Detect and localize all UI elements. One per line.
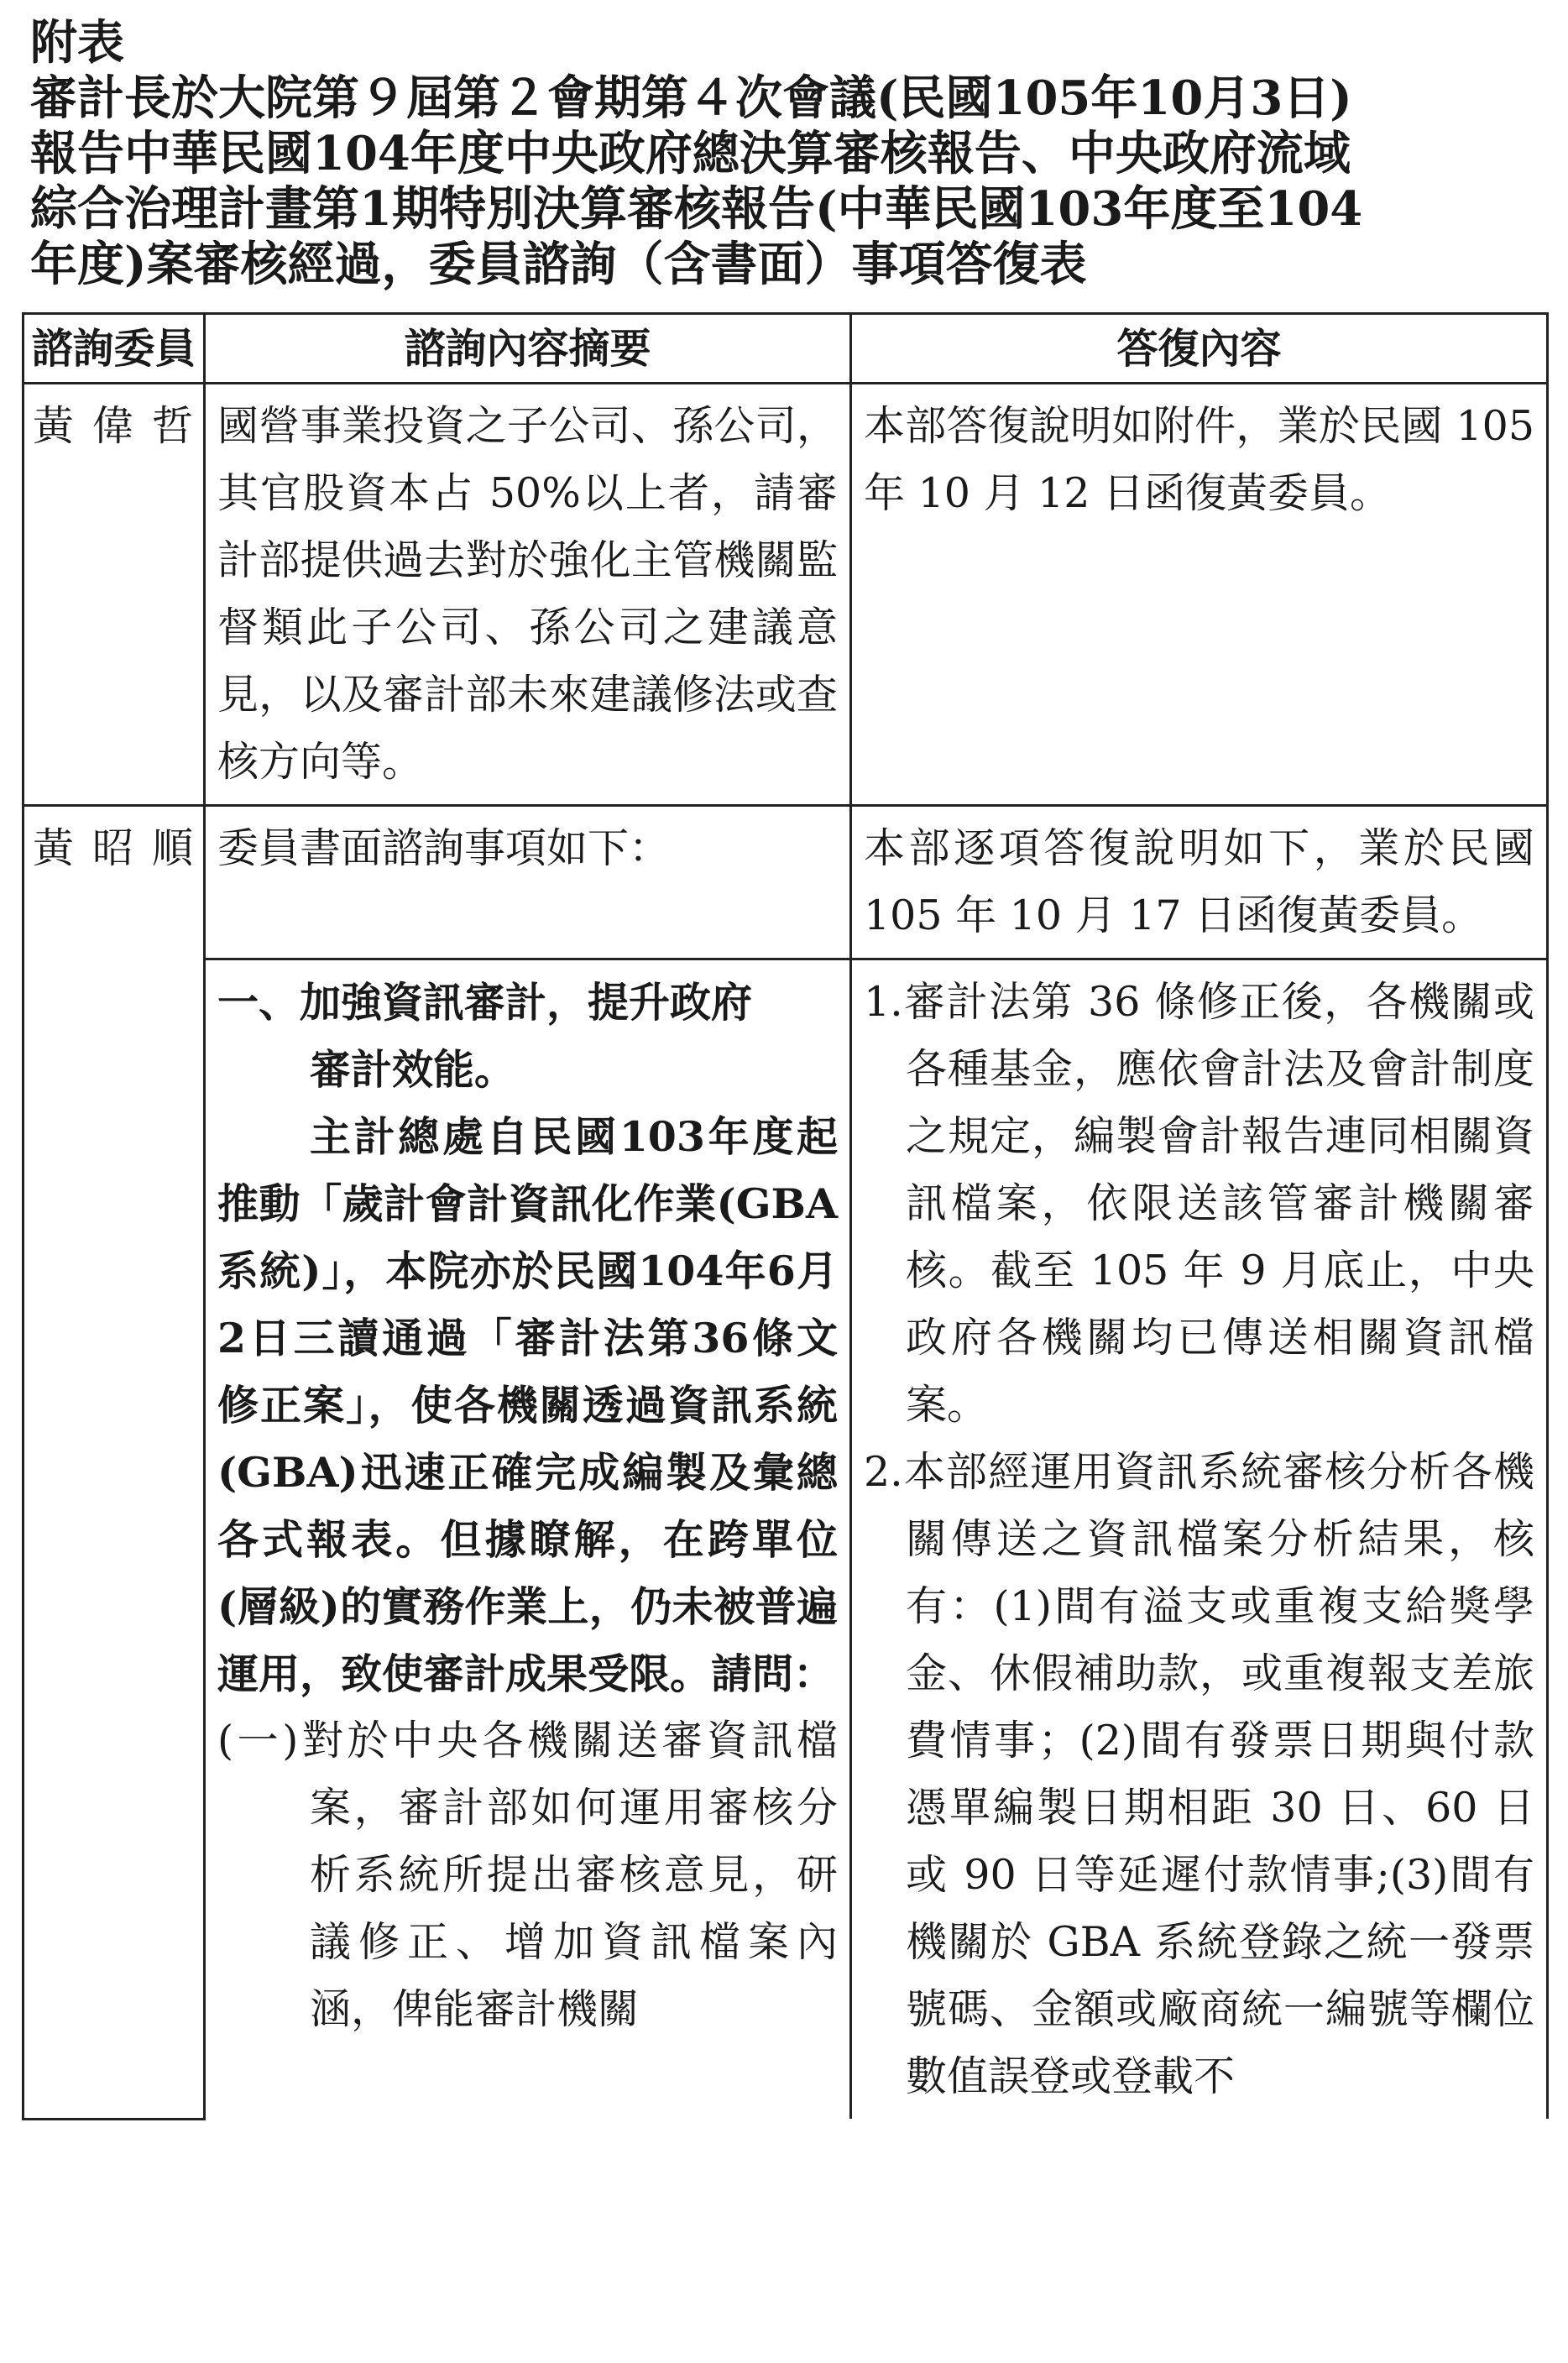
question-item-title-cont: 審計效能。 [310, 1045, 516, 1094]
table-row-detail [24, 959, 1548, 2120]
column-header-question: 諮詢內容摘要 [205, 314, 851, 384]
title-line-3: 綜合治理計畫第1期特別決算審核報告(中華民國103年度至104 [30, 181, 1363, 237]
answer-detail-cell [851, 959, 1548, 2120]
question-detail-cell [205, 959, 851, 2120]
column-header-answer: 答復內容 [851, 314, 1548, 384]
member-name: 黃昭順 [24, 806, 205, 2120]
title-line-4: 年度)案審核經過，委員諮詢（含書面）事項答復表 [30, 237, 1087, 292]
question-summary: 委員書面諮詢事項如下： [205, 806, 851, 959]
document-heading [30, 15, 1541, 292]
table-row [24, 806, 1548, 959]
reply-content: 本部逐項答復說明如下，業於民國 105 年 10 月 17 日函復黃委員。 [851, 806, 1548, 959]
question-item-title: 一、加強資訊審計，提升政府 [217, 978, 753, 1027]
title-line-2: 報告中華民國104年度中央政府總決算審核報告、中央政府流域 [30, 126, 1351, 181]
answer-item-1: 1.審計法第 36 條修正後，各機關或各種基金，應依會計法及會計制度之規定，編製會計報告連同相關資訊檔案，依限送該管審計機關審核。截至 105 年 9 月底止，中央政府各機關均已傳送相關資訊檔案。 [864, 978, 1534, 1429]
table-row [24, 384, 1548, 806]
answer-item-2: 2.本部經運用資訊系統審核分析各機關傳送之資訊檔案分析結果，核有：(1)間有溢支或重複支給獎學金、休假補助款，或重複報支差旅費情事；(2)間有發票日期與付款憑單編製日期相距 30 日、60 日或 90 日等延遲付款情事;(3)間有機關於 GBA 系統登錄之統一發票號碼、金額或廠商統一編號等欄位數值誤登或登載不 [864, 1448, 1534, 2100]
attachment-label: 附表 [30, 15, 124, 71]
inquiry-reply-table [22, 312, 1549, 2120]
title-line-1: 審計長於大院第９屆第２會期第４次會議(民國105年10月3日) [30, 71, 1352, 126]
reply-content: 本部答復說明如附件，業於民國 105 年 10 月 12 日函復黃委員。 [851, 384, 1548, 806]
member-name: 黃偉哲 [24, 384, 205, 806]
column-header-member: 諮詢委員 [24, 314, 205, 384]
question-subitem-1: (一)對於中央各機關送審資訊檔案，審計部如何運用審核分析系統所提出審核意見，研議修正、增加資訊檔案內涵，俾能審計機關 [217, 1717, 838, 2033]
question-summary: 國營事業投資之子公司、孫公司，其官股資本占 50%以上者，請審計部提供過去對於強化主管機關監督類此子公司、孫公司之建議意見，以及審計部未來建議修法或查核方向等。 [205, 384, 851, 806]
question-paragraph: 主計總處自民國103年度起推動「歲計會計資訊化作業(GBA系統)」，本院亦於民國104年6月2日三讀通過「審計法第36條文修正案」，使各機關透過資訊系統(GBA)迅速正確完成編製及彙總各式報表。但據瞭解，在跨單位(層級)的實務作業上，仍未被普遍運用，致使審計成果受限。請問： [217, 1112, 838, 1698]
table-header-row [24, 314, 1548, 384]
